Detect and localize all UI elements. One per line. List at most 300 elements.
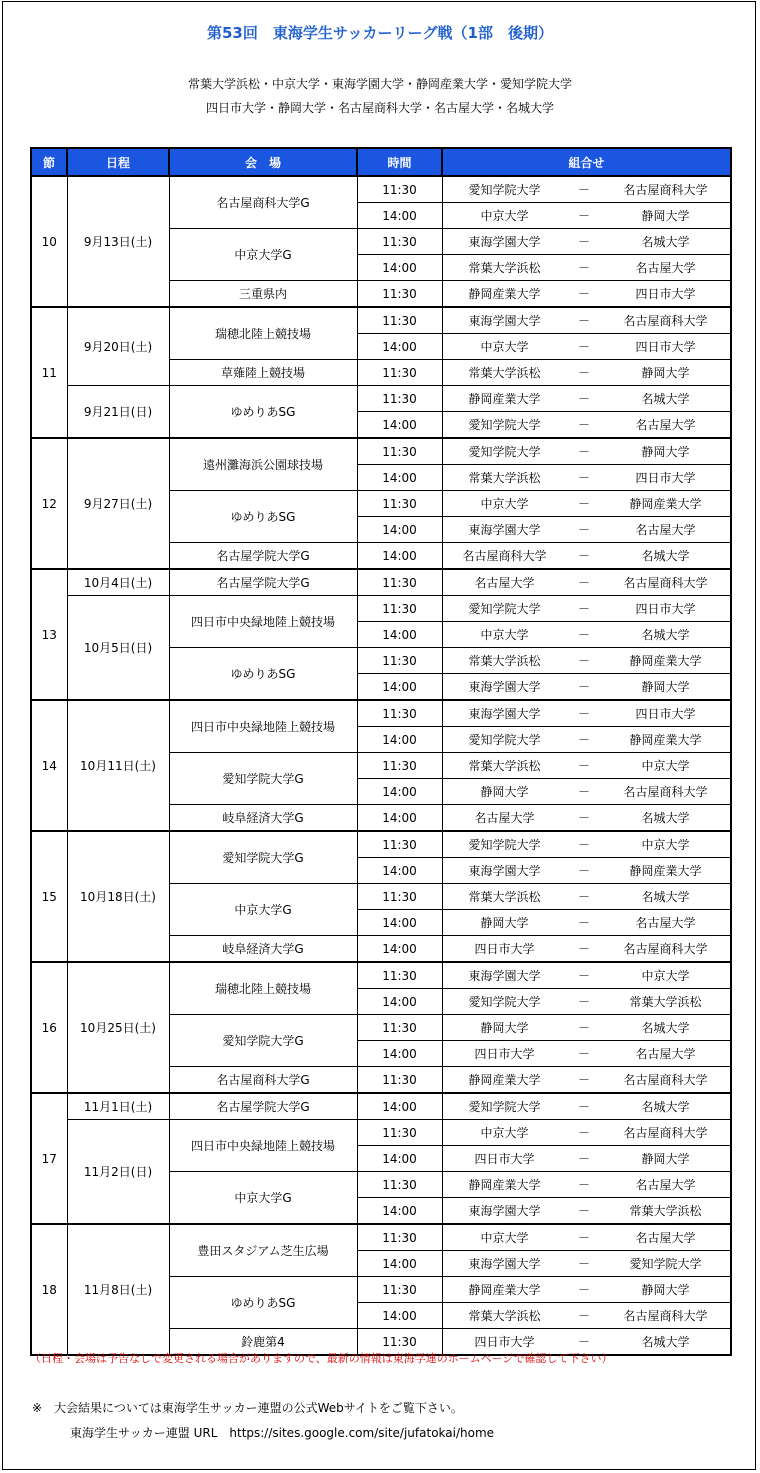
venue-cell: 四日市中央緑地陸上競技場 xyxy=(169,700,357,753)
match-cell xyxy=(442,176,731,203)
time-cell: 14:00 xyxy=(357,203,442,229)
matchup xyxy=(443,281,731,306)
matchup xyxy=(443,910,731,935)
matchup xyxy=(443,1146,731,1171)
matchup xyxy=(443,1120,731,1145)
venue-cell: 愛知学院大学G xyxy=(169,1015,357,1067)
away-team: 名城大学 xyxy=(641,628,690,642)
table-row xyxy=(31,831,731,858)
match-cell xyxy=(442,1120,731,1146)
date-cell: 10月18日(土) xyxy=(67,831,169,962)
table-row xyxy=(31,176,731,203)
time-cell: 11:30 xyxy=(357,281,442,308)
venue-cell: 名古屋学院大学G xyxy=(169,569,357,596)
venue-cell: 中京大学G xyxy=(169,1172,357,1225)
vs-dash: － xyxy=(577,759,590,773)
time-cell: 11:30 xyxy=(357,1067,442,1094)
venue-cell: 中京大学G xyxy=(169,884,357,936)
away-team: 静岡産業大学 xyxy=(629,733,702,747)
table-row xyxy=(31,700,731,727)
date-cell: 10月5日(日) xyxy=(67,596,169,701)
home-team: 常葉大学浜松 xyxy=(468,366,541,380)
time-cell: 14:00 xyxy=(357,936,442,963)
match-cell xyxy=(442,989,731,1015)
table-row xyxy=(31,1093,731,1120)
home-team: 東海学園大学 xyxy=(468,707,541,721)
match-cell xyxy=(442,1198,731,1225)
home-team: 愛知学院大学 xyxy=(468,995,541,1009)
home-team: 四日市大学 xyxy=(474,1152,535,1166)
vs-dash: － xyxy=(577,549,590,563)
time-cell: 11:30 xyxy=(357,1277,442,1303)
matchup xyxy=(443,779,731,804)
away-team: 四日市大学 xyxy=(635,287,696,301)
away-team: 名古屋大学 xyxy=(635,916,696,930)
vs-dash: － xyxy=(577,707,590,721)
matchup xyxy=(443,622,731,647)
round-cell: 17 xyxy=(31,1093,67,1224)
match-cell xyxy=(442,831,731,858)
match-cell xyxy=(442,491,731,517)
away-team: 名城大学 xyxy=(641,1335,690,1349)
time-cell: 11:30 xyxy=(357,229,442,255)
away-team: 名古屋商科大学 xyxy=(623,785,708,799)
venue-cell: 岐阜経済大学G xyxy=(169,936,357,963)
home-team: 東海学園大学 xyxy=(468,1204,541,1218)
venue-cell: 遠州灘海浜公園球技場 xyxy=(169,438,357,491)
match-cell xyxy=(442,1146,731,1172)
vs-dash: － xyxy=(577,576,590,590)
date-cell: 10月25日(土) xyxy=(67,962,169,1093)
vs-dash: － xyxy=(577,1126,590,1140)
home-team: 四日市大学 xyxy=(474,1047,535,1061)
date-cell: 9月20日(土) xyxy=(67,307,169,386)
match-cell xyxy=(442,727,731,753)
matchup xyxy=(443,570,731,595)
teams-line-2: 四日市大学・静岡大学・名古屋商科大学・名古屋大学・名城大学 xyxy=(205,101,554,115)
away-team: 名古屋大学 xyxy=(635,523,696,537)
home-team: 常葉大学浜松 xyxy=(468,261,541,275)
vs-dash: － xyxy=(577,942,590,956)
matchup xyxy=(443,386,731,411)
time-cell: 14:00 xyxy=(357,727,442,753)
matchup xyxy=(443,439,731,464)
time-cell: 11:30 xyxy=(357,1329,442,1356)
vs-dash: － xyxy=(577,1309,590,1323)
vs-dash: － xyxy=(577,1257,590,1271)
home-team: 常葉大学浜松 xyxy=(468,1309,541,1323)
match-cell xyxy=(442,1041,731,1067)
vs-dash: － xyxy=(577,340,590,354)
away-team: 静岡大学 xyxy=(641,680,690,694)
time-cell: 11:30 xyxy=(357,753,442,779)
away-team: 静岡大学 xyxy=(641,1152,690,1166)
match-cell xyxy=(442,858,731,884)
time-cell: 14:00 xyxy=(357,465,442,491)
match-cell xyxy=(442,229,731,255)
date-cell: 9月21日(日) xyxy=(67,386,169,439)
time-cell: 14:00 xyxy=(357,805,442,832)
match-cell xyxy=(442,753,731,779)
match-cell xyxy=(442,884,731,910)
match-cell xyxy=(442,1303,731,1329)
match-cell xyxy=(442,910,731,936)
match-cell xyxy=(442,622,731,648)
vs-dash: － xyxy=(577,602,590,616)
time-cell: 14:00 xyxy=(357,517,442,543)
match-cell xyxy=(442,962,731,989)
away-team: 静岡大学 xyxy=(641,445,690,459)
matchup xyxy=(443,517,731,542)
matchup xyxy=(443,858,731,883)
time-cell: 14:00 xyxy=(357,543,442,570)
vs-dash: － xyxy=(577,523,590,537)
vs-dash: － xyxy=(577,1073,590,1087)
page-title: 第53回 東海学生サッカーリーグ戦（1部 後期） xyxy=(206,24,553,42)
venue-cell: 草薙陸上競技場 xyxy=(169,360,357,386)
time-cell: 14:00 xyxy=(357,858,442,884)
matchup xyxy=(443,1172,731,1197)
match-cell xyxy=(442,386,731,412)
time-cell: 11:30 xyxy=(357,596,442,622)
round-cell: 16 xyxy=(31,962,67,1093)
match-cell xyxy=(442,596,731,622)
home-team: 常葉大学浜松 xyxy=(468,471,541,485)
away-team: 中京大学 xyxy=(641,759,690,773)
match-cell xyxy=(442,936,731,963)
time-cell: 11:30 xyxy=(357,1172,442,1198)
home-team: 愛知学院大学 xyxy=(468,445,541,459)
venue-cell: 四日市中央緑地陸上競技場 xyxy=(169,1120,357,1172)
home-team: 常葉大学浜松 xyxy=(468,759,541,773)
vs-dash: － xyxy=(577,864,590,878)
venue-cell: 名古屋商科大学G xyxy=(169,176,357,229)
vs-dash: － xyxy=(577,969,590,983)
home-team: 静岡産業大学 xyxy=(468,392,541,406)
matchup xyxy=(443,596,731,621)
home-team: 名古屋大学 xyxy=(474,811,535,825)
venue-cell: ゆめりあSG xyxy=(169,1277,357,1329)
matchup xyxy=(443,543,731,568)
header-venue: 会 場 xyxy=(169,148,357,176)
round-cell: 15 xyxy=(31,831,67,962)
away-team: 名城大学 xyxy=(641,811,690,825)
venue-cell: 瑞穂北陸上競技場 xyxy=(169,307,357,360)
schedule-table xyxy=(30,147,732,1356)
venue-cell: ゆめりあSG xyxy=(169,648,357,701)
matchup xyxy=(443,1067,731,1092)
date-cell: 9月13日(土) xyxy=(67,176,169,307)
away-team: 静岡大学 xyxy=(641,209,690,223)
time-cell: 11:30 xyxy=(357,438,442,465)
matchup xyxy=(443,1225,731,1250)
time-cell: 14:00 xyxy=(357,334,442,360)
matchup xyxy=(443,177,731,202)
away-team: 名古屋大学 xyxy=(635,1231,696,1245)
matchup xyxy=(443,674,731,699)
table-row xyxy=(31,438,731,465)
away-team: 常葉大学浜松 xyxy=(629,1204,702,1218)
vs-dash: － xyxy=(577,497,590,511)
time-cell: 11:30 xyxy=(357,569,442,596)
away-team: 名古屋商科大学 xyxy=(623,942,708,956)
matchup xyxy=(443,203,731,228)
home-team: 名古屋商科大学 xyxy=(462,549,547,563)
time-cell: 11:30 xyxy=(357,1224,442,1251)
time-cell: 11:30 xyxy=(357,700,442,727)
match-cell xyxy=(442,1093,731,1120)
table-row xyxy=(31,1120,731,1146)
away-team: 名城大学 xyxy=(641,235,690,249)
venue-cell: 愛知学院大学G xyxy=(169,831,357,884)
vs-dash: － xyxy=(577,995,590,1009)
vs-dash: － xyxy=(577,1178,590,1192)
header-date: 日程 xyxy=(67,148,169,176)
time-cell: 11:30 xyxy=(357,962,442,989)
match-cell xyxy=(442,569,731,596)
away-team: 名古屋大学 xyxy=(635,418,696,432)
away-team: 名城大学 xyxy=(641,392,690,406)
date-cell: 10月4日(土) xyxy=(67,569,169,596)
vs-dash: － xyxy=(577,261,590,275)
matchup xyxy=(443,753,731,778)
time-cell: 11:30 xyxy=(357,1015,442,1041)
home-team: 東海学園大学 xyxy=(468,680,541,694)
away-team: 名古屋大学 xyxy=(635,261,696,275)
matchup xyxy=(443,360,731,385)
matchup xyxy=(443,805,731,830)
matchup xyxy=(443,1094,731,1119)
away-team: 名城大学 xyxy=(641,549,690,563)
match-cell xyxy=(442,1251,731,1277)
home-team: 東海学園大学 xyxy=(468,523,541,537)
away-team: 静岡大学 xyxy=(641,366,690,380)
away-team: 名古屋大学 xyxy=(635,1178,696,1192)
away-team: 静岡産業大学 xyxy=(629,497,702,511)
teams-line-1: 常葉大学浜松・中京大学・東海学園大学・静岡産業大学・愛知学院大学 xyxy=(187,77,572,91)
date-cell: 11月8日(土) xyxy=(67,1224,169,1355)
vs-dash: － xyxy=(577,1021,590,1035)
match-cell xyxy=(442,1015,731,1041)
date-cell: 11月1日(土) xyxy=(67,1093,169,1120)
match-cell xyxy=(442,674,731,701)
away-team: 四日市大学 xyxy=(635,471,696,485)
matchup xyxy=(443,727,731,752)
venue-cell: 三重県内 xyxy=(169,281,357,308)
footer-url[interactable]: 東海学生サッカー連盟 URL https://sites.google.com/site/jufatokai/home xyxy=(70,1426,495,1440)
date-cell: 11月2日(日) xyxy=(67,1120,169,1225)
matchup xyxy=(443,1015,731,1040)
time-cell: 14:00 xyxy=(357,1041,442,1067)
vs-dash: － xyxy=(577,680,590,694)
table-row xyxy=(31,569,731,596)
vs-dash: － xyxy=(577,785,590,799)
matchup xyxy=(443,963,731,988)
home-team: 静岡大学 xyxy=(480,916,529,930)
match-cell xyxy=(442,412,731,439)
home-team: 東海学園大学 xyxy=(468,1257,541,1271)
vs-dash: － xyxy=(577,1152,590,1166)
away-team: 名古屋大学 xyxy=(635,1047,696,1061)
venue-cell: 岐阜経済大学G xyxy=(169,805,357,832)
home-team: 静岡大学 xyxy=(480,785,529,799)
vs-dash: － xyxy=(577,287,590,301)
round-cell: 13 xyxy=(31,569,67,700)
schedule-note: （日程・会場は予告なしで変更される場合がありますので、最新の情報は東海学連のホームページで確認して下さい） xyxy=(30,1352,613,1365)
home-team: 中京大学 xyxy=(480,1231,529,1245)
vs-dash: － xyxy=(577,838,590,852)
venue-cell: 鈴鹿第4 xyxy=(169,1329,357,1356)
home-team: 名古屋大学 xyxy=(474,576,535,590)
match-cell xyxy=(442,255,731,281)
vs-dash: － xyxy=(577,1204,590,1218)
matchup xyxy=(443,1198,731,1223)
header-round: 節 xyxy=(31,148,67,176)
vs-dash: － xyxy=(577,1100,590,1114)
round-cell: 18 xyxy=(31,1224,67,1355)
time-cell: 14:00 xyxy=(357,1146,442,1172)
match-cell xyxy=(442,334,731,360)
away-team: 静岡産業大学 xyxy=(629,654,702,668)
time-cell: 11:30 xyxy=(357,176,442,203)
match-cell xyxy=(442,465,731,491)
matchup xyxy=(443,465,731,490)
home-team: 中京大学 xyxy=(480,1126,529,1140)
vs-dash: － xyxy=(577,1335,590,1349)
venue-cell: 名古屋商科大学G xyxy=(169,1067,357,1094)
home-team: 中京大学 xyxy=(480,340,529,354)
vs-dash: － xyxy=(577,418,590,432)
home-team: 静岡産業大学 xyxy=(468,1073,541,1087)
vs-dash: － xyxy=(577,1283,590,1297)
vs-dash: － xyxy=(577,209,590,223)
vs-dash: － xyxy=(577,916,590,930)
match-cell xyxy=(442,281,731,308)
time-cell: 14:00 xyxy=(357,255,442,281)
round-cell: 11 xyxy=(31,307,67,438)
away-team: 静岡大学 xyxy=(641,1283,690,1297)
away-team: 名古屋商科大学 xyxy=(623,1073,708,1087)
time-cell: 14:00 xyxy=(357,622,442,648)
match-cell xyxy=(442,438,731,465)
venue-cell: 中京大学G xyxy=(169,229,357,281)
matchup xyxy=(443,936,731,961)
home-team: 静岡大学 xyxy=(480,1021,529,1035)
time-cell: 11:30 xyxy=(357,360,442,386)
away-team: 中京大学 xyxy=(641,838,690,852)
home-team: 四日市大学 xyxy=(474,1335,535,1349)
header-match: 組合せ xyxy=(442,148,731,176)
date-cell: 9月27日(土) xyxy=(67,438,169,569)
match-cell xyxy=(442,543,731,570)
time-cell: 14:00 xyxy=(357,910,442,936)
home-team: 静岡産業大学 xyxy=(468,1178,541,1192)
match-cell xyxy=(442,805,731,832)
home-team: 中京大学 xyxy=(480,497,529,511)
matchup xyxy=(443,255,731,280)
home-team: 中京大学 xyxy=(480,628,529,642)
home-team: 四日市大学 xyxy=(474,942,535,956)
matchup xyxy=(443,989,731,1014)
home-team: 中京大学 xyxy=(480,209,529,223)
matchup xyxy=(443,1251,731,1276)
time-cell: 11:30 xyxy=(357,831,442,858)
table-row xyxy=(31,596,731,622)
vs-dash: － xyxy=(577,471,590,485)
time-cell: 11:30 xyxy=(357,1120,442,1146)
time-cell: 11:30 xyxy=(357,884,442,910)
matchup xyxy=(443,412,731,437)
matchup xyxy=(443,832,731,857)
away-team: 名古屋商科大学 xyxy=(623,1309,708,1323)
time-cell: 11:30 xyxy=(357,491,442,517)
matchup xyxy=(443,308,731,333)
time-cell: 14:00 xyxy=(357,412,442,439)
matchup xyxy=(443,1303,731,1328)
away-team: 名城大学 xyxy=(641,890,690,904)
home-team: 東海学園大学 xyxy=(468,969,541,983)
venue-cell: 名古屋学院大学G xyxy=(169,1093,357,1120)
home-team: 東海学園大学 xyxy=(468,235,541,249)
time-cell: 11:30 xyxy=(357,307,442,334)
vs-dash: － xyxy=(577,314,590,328)
match-cell xyxy=(442,1067,731,1094)
match-cell xyxy=(442,648,731,674)
home-team: 静岡産業大学 xyxy=(468,1283,541,1297)
venue-cell: 名古屋学院大学G xyxy=(169,543,357,570)
round-cell: 12 xyxy=(31,438,67,569)
vs-dash: － xyxy=(577,654,590,668)
match-cell xyxy=(442,1277,731,1303)
matchup xyxy=(443,1041,731,1066)
header-row xyxy=(31,148,731,176)
match-cell xyxy=(442,307,731,334)
home-team: 常葉大学浜松 xyxy=(468,890,541,904)
vs-dash: － xyxy=(577,366,590,380)
vs-dash: － xyxy=(577,235,590,249)
venue-cell: 四日市中央緑地陸上競技場 xyxy=(169,596,357,648)
time-cell: 14:00 xyxy=(357,1251,442,1277)
away-team: 名城大学 xyxy=(641,1021,690,1035)
match-cell xyxy=(442,1172,731,1198)
matchup xyxy=(443,701,731,726)
date-cell: 10月11日(土) xyxy=(67,700,169,831)
home-team: 愛知学院大学 xyxy=(468,733,541,747)
away-team: 常葉大学浜松 xyxy=(629,995,702,1009)
table-row xyxy=(31,386,731,412)
time-cell: 14:00 xyxy=(357,674,442,701)
matchup xyxy=(443,884,731,909)
table-row xyxy=(31,307,731,334)
venue-cell: 瑞穂北陸上競技場 xyxy=(169,962,357,1015)
home-team: 東海学園大学 xyxy=(468,314,541,328)
away-team: 名古屋商科大学 xyxy=(623,1126,708,1140)
match-cell xyxy=(442,779,731,805)
vs-dash: － xyxy=(577,628,590,642)
footer-line-1: ※ 大会結果については東海学生サッカー連盟の公式Webサイトをご覧下さい。 xyxy=(32,1401,463,1415)
time-cell: 11:30 xyxy=(357,386,442,412)
vs-dash: － xyxy=(577,811,590,825)
vs-dash: － xyxy=(577,392,590,406)
venue-cell: ゆめりあSG xyxy=(169,491,357,543)
home-team: 東海学園大学 xyxy=(468,864,541,878)
venue-cell: 豊田スタジアム芝生広場 xyxy=(169,1224,357,1277)
time-cell: 14:00 xyxy=(357,1303,442,1329)
vs-dash: － xyxy=(577,890,590,904)
home-team: 愛知学院大学 xyxy=(468,1100,541,1114)
home-team: 愛知学院大学 xyxy=(468,418,541,432)
matchup xyxy=(443,648,731,673)
